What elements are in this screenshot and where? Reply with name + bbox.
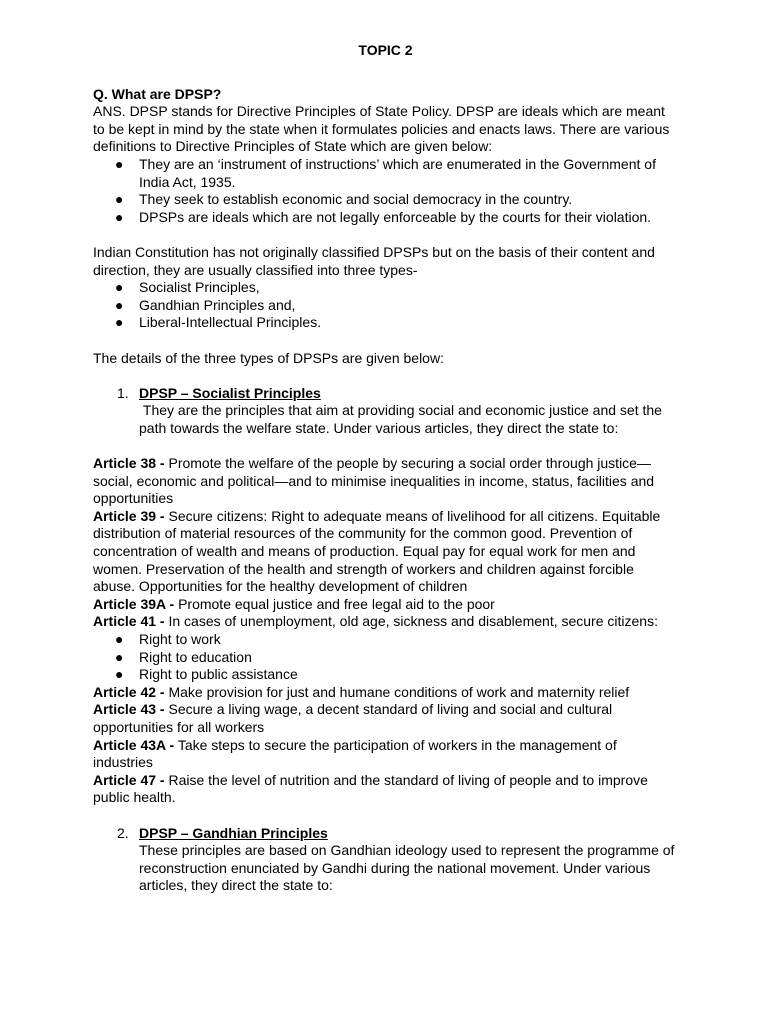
definitions-list xyxy=(93,156,678,226)
question-heading: Q. What are DPSP? xyxy=(93,85,222,102)
list-item: ● They seek to establish economic and social democracy in the country. xyxy=(115,191,573,208)
answer-paragraph: ANS. DPSP stands for Directive Principles of State Policy. DPSP are ideals which are meant to be kept in mind by the state when it formulates policies and enacts laws. There are various definitions to Directive Principles of State which are given below: xyxy=(93,103,670,155)
list-item: ● Right to work xyxy=(115,631,221,647)
article-paragraph: Article 42 - Make provision for just and humane conditions of work and maternity relief xyxy=(93,683,630,700)
article-paragraph: Article 43A - Take steps to secure the participation of workers in the management of industries xyxy=(93,736,617,771)
details-intro: The details of the three types of DPSPs are given below: xyxy=(93,349,444,366)
article-paragraph: Article 41 - In cases of unemployment, old age, sickness and disablement, secure citizens: xyxy=(93,613,658,630)
article-paragraph: Article 47 - Raise the level of nutrition and the standard of living of people and to improve public health. xyxy=(93,771,648,806)
article-paragraph: Article 39 - Secure citizens: Right to adequate means of livelihood for all citizens. Equitable distribution of material resources of the community for the common good. Prevention of concentration of wealth and means of production. Equal pay for equal work for men and women. Preservation of the health and strength of workers and children against forcible abuse. Opportunities for the healthy development of children xyxy=(93,507,661,595)
article-paragraph: Article 43 - Secure a living wage, a decent standard of living and social and cultural opportunities for all workers xyxy=(93,701,613,735)
classification-paragraph: Indian Constitution has not originally classified DPSPs but on the basis of their content and direction, they are usually classified into three types- xyxy=(93,243,655,278)
section-heading-socialist: 1. DPSP – Socialist Principles xyxy=(117,384,321,401)
section-body-socialist: They are the principles that aim at providing social and economic justice and set the path towards the welfare state. Under various articles, they direct the state to: xyxy=(139,402,666,436)
document-page xyxy=(93,42,678,895)
list-item: ● Liberal-Intellectual Principles. xyxy=(115,314,322,331)
list-item: ● Right to public assistance xyxy=(115,666,298,683)
article-paragraph: Article 38 - Promote the welfare of the people by securing a social order through justice—social, economic and political—and to minimise inequalities in income, status, facilities and opportunities xyxy=(93,455,655,507)
article41-list xyxy=(93,631,678,684)
list-item: ● Socialist Principles, xyxy=(115,279,260,296)
page-title: TOPIC 2 xyxy=(358,42,413,58)
section-heading-gandhian: 2. DPSP – Gandhian Principles xyxy=(117,824,328,841)
list-item: ● Gandhian Principles and, xyxy=(115,296,296,313)
article-paragraph: Article 39A - Promote equal justice and free legal aid to the poor xyxy=(93,595,495,612)
types-list xyxy=(93,279,678,332)
list-item: ● DPSPs are ideals which are not legally enforceable by the courts for their violation. xyxy=(115,208,652,225)
list-item: ● Right to education xyxy=(115,648,252,665)
section-body-gandhian: These principles are based on Gandhian ideology used to represent the programme of reconstruction enunciated by Gandhi during the national movement. Under various articles, they direct the state to: xyxy=(139,842,675,894)
list-item: ● They are an ‘instrument of instructions’ which are enumerated in the Government of India Act, 1935. xyxy=(115,155,656,190)
